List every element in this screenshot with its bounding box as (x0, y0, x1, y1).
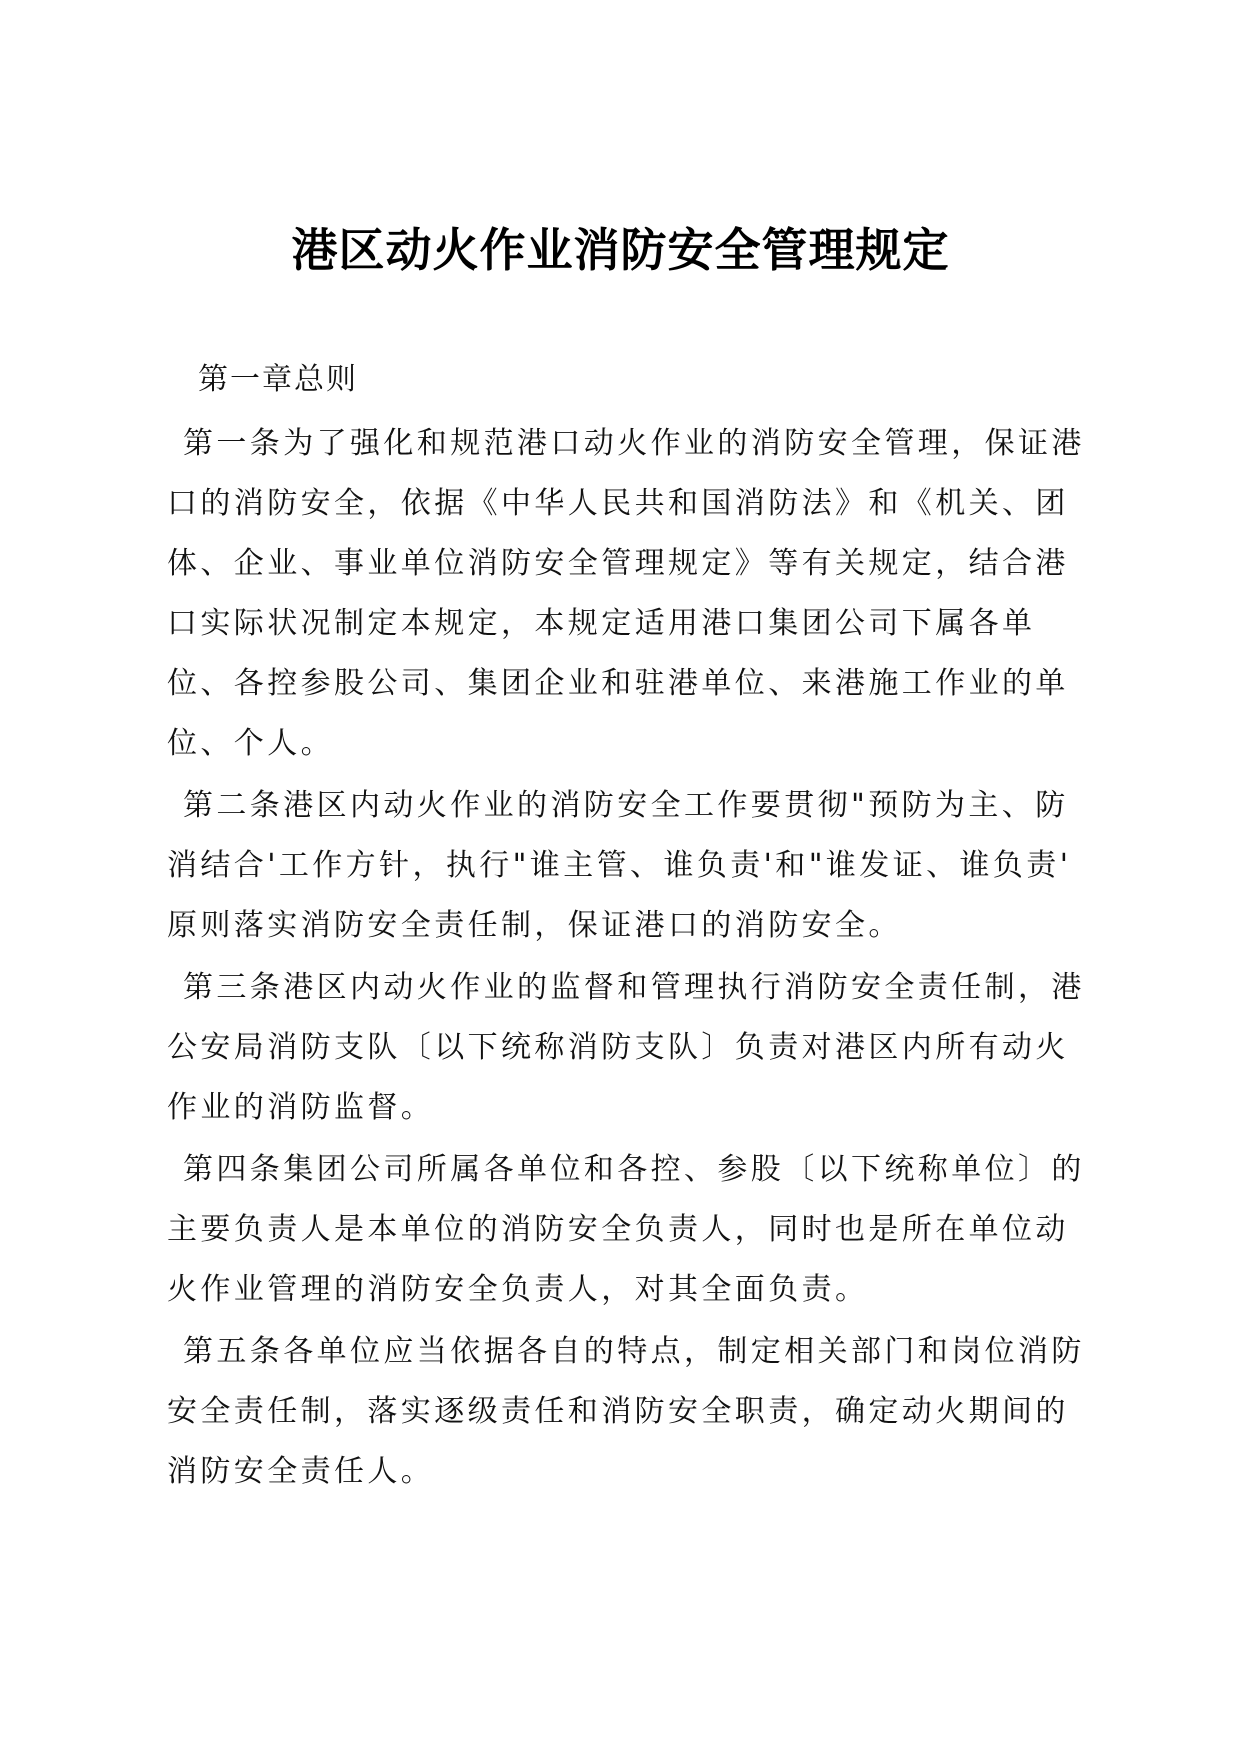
article-paragraph: 第一条为了强化和规范港口动火作业的消防安全管理，保证港口的消防安全，依据《中华人民共和国消防法》和《机关、团体、企业、事业单位消防安全管理规定》等有关规定，结合港口实际状况制定本规定，本规定适用港口集团公司下属各单位、各控参股公司、集团企业和驻港单位、来港施工作业的单位、个人。 (167, 426, 1085, 761)
article-paragraph: 第三条港区内动火作业的监督和管理执行消防安全责任制，港公安局消防支队〔以下统称消防支队〕负责对港区内所有动火作业的消防监督。 (167, 970, 1085, 1125)
document-body (167, 414, 1097, 1504)
document-title: 港区动火作业消防安全管理规定 (291, 223, 950, 277)
article-paragraph: 第四条集团公司所属各单位和各控、参股〔以下统称单位〕的主要负责人是本单位的消防安全负责人，同时也是所在单位动火作业管理的消防安全负责人，对其全面负责。 (167, 1152, 1085, 1307)
article-paragraph: 第五条各单位应当依据各自的特点，制定相关部门和岗位消防安全责任制，落实逐级责任和消防安全职责，确定动火期间的消防安全责任人。 (167, 1334, 1085, 1489)
article-paragraph: 第二条港区内动火作业的消防安全工作要贯彻"预防为主、防消结合'工作方针，执行"谁主管、谁负责'和"谁发证、谁负责' 原则落实消防安全责任制，保证港口的消防安全。 (167, 788, 1072, 943)
chapter-heading: 第一章总则 (198, 362, 358, 397)
